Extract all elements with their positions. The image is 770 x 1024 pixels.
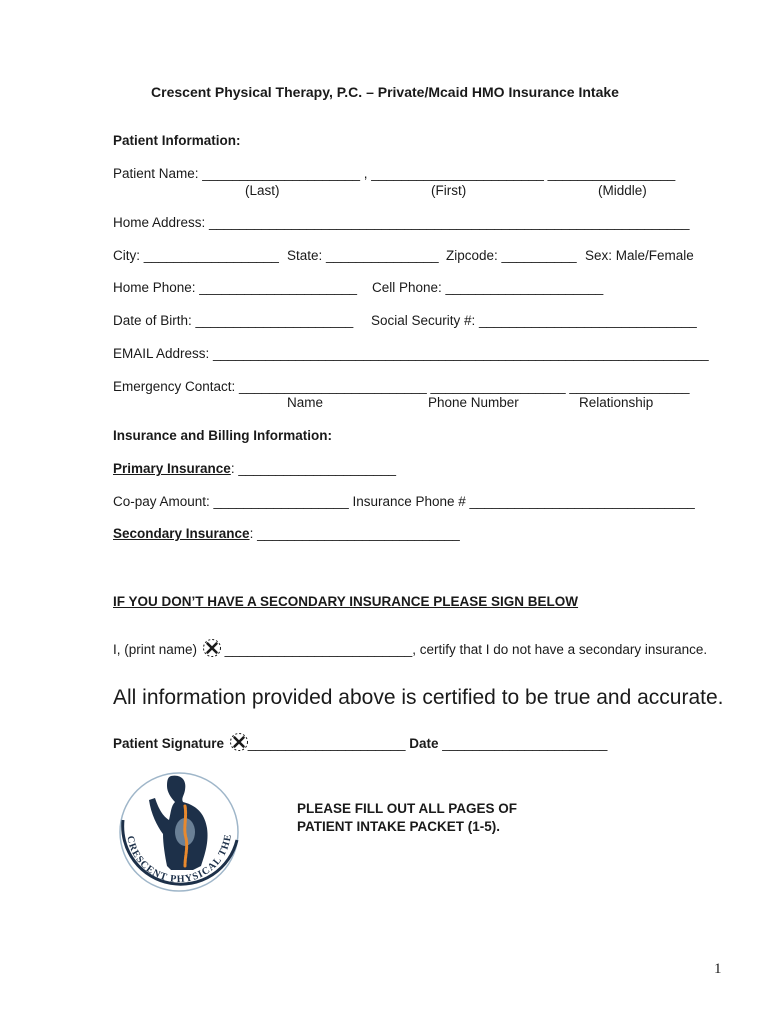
patient-info-heading: Patient Information: bbox=[113, 133, 241, 148]
signature-x-icon[interactable] bbox=[228, 732, 248, 752]
certify-line[interactable] bbox=[113, 638, 707, 658]
patient-signature-line[interactable] bbox=[113, 732, 607, 752]
sign-here-x-icon[interactable] bbox=[201, 638, 221, 658]
date-label: Date bbox=[409, 736, 439, 751]
emergency-relationship-caption: Relationship bbox=[579, 395, 654, 410]
fill-out-note-line-1: PLEASE FILL OUT ALL PAGES OF bbox=[297, 801, 518, 816]
crescent-logo bbox=[113, 770, 243, 896]
state-field[interactable]: State: _______________ bbox=[287, 248, 439, 263]
primary-insurance-field[interactable] bbox=[113, 461, 396, 476]
sex-field[interactable]: Sex: Male/Female bbox=[585, 248, 694, 263]
city-field[interactable]: City: __________________ bbox=[113, 248, 279, 263]
email-field[interactable]: EMAIL Address: __________________________________________________________________ bbox=[113, 346, 709, 361]
print-name-label: I, (print name) bbox=[113, 642, 198, 657]
emergency-contact-field[interactable]: Emergency Contact: _________________________ __________________ ________________ bbox=[113, 379, 690, 394]
cell-phone-field[interactable]: Cell Phone: _____________________ bbox=[372, 280, 604, 295]
patient-signature-label: Patient Signature bbox=[113, 736, 225, 751]
primary-insurance-line: : _____________________ bbox=[230, 461, 396, 476]
emergency-name-caption: Name bbox=[287, 395, 324, 410]
home-phone-field[interactable]: Home Phone: _____________________ bbox=[113, 280, 357, 295]
secondary-insurance-field[interactable] bbox=[113, 526, 460, 541]
first-name-caption: (First) bbox=[431, 183, 467, 198]
date-of-birth-field[interactable]: Date of Birth: _____________________ bbox=[113, 313, 354, 328]
zipcode-field[interactable]: Zipcode: __________ bbox=[446, 248, 577, 263]
social-security-field[interactable]: Social Security #: _____________________________ bbox=[371, 313, 697, 328]
form-title: Crescent Physical Therapy, P.C. – Private/Mcaid HMO Insurance Intake bbox=[151, 84, 619, 100]
copay-field[interactable]: Co-pay Amount: __________________ Insurance Phone # ______________________________ bbox=[113, 494, 695, 509]
date-blank: ______________________ bbox=[442, 736, 608, 751]
middle-name-caption: (Middle) bbox=[598, 183, 647, 198]
home-address-field[interactable]: Home Address: ________________________________________________________________ bbox=[113, 215, 690, 230]
patient-name-field[interactable]: Patient Name: _____________________ , _______________________ _________________ bbox=[113, 166, 676, 181]
last-name-caption: (Last) bbox=[245, 183, 280, 198]
secondary-insurance-line: : ___________________________ bbox=[249, 526, 460, 541]
secondary-insurance-label: Secondary Insurance bbox=[113, 526, 250, 541]
fill-out-note-line-2: PATIENT INTAKE PACKET (1-5). bbox=[297, 819, 501, 834]
signature-blank: _____________________ bbox=[247, 736, 406, 751]
emergency-phone-caption: Phone Number bbox=[428, 395, 519, 410]
no-secondary-heading: IF YOU DON’T HAVE A SECONDARY INSURANCE PLEASE SIGN BELOW bbox=[113, 594, 579, 609]
page-number: 1 bbox=[714, 961, 722, 977]
certify-text: _________________________, certify that I do not have a secondary insurance. bbox=[224, 642, 708, 657]
certified-statement: All information provided above is certified to be true and accurate. bbox=[113, 686, 724, 709]
primary-insurance-label: Primary Insurance bbox=[113, 461, 231, 476]
crescent-logo-graphic bbox=[113, 770, 243, 896]
insurance-heading: Insurance and Billing Information: bbox=[113, 428, 333, 443]
logo-text: CRESCENT PHYSICAL THE bbox=[124, 832, 234, 886]
